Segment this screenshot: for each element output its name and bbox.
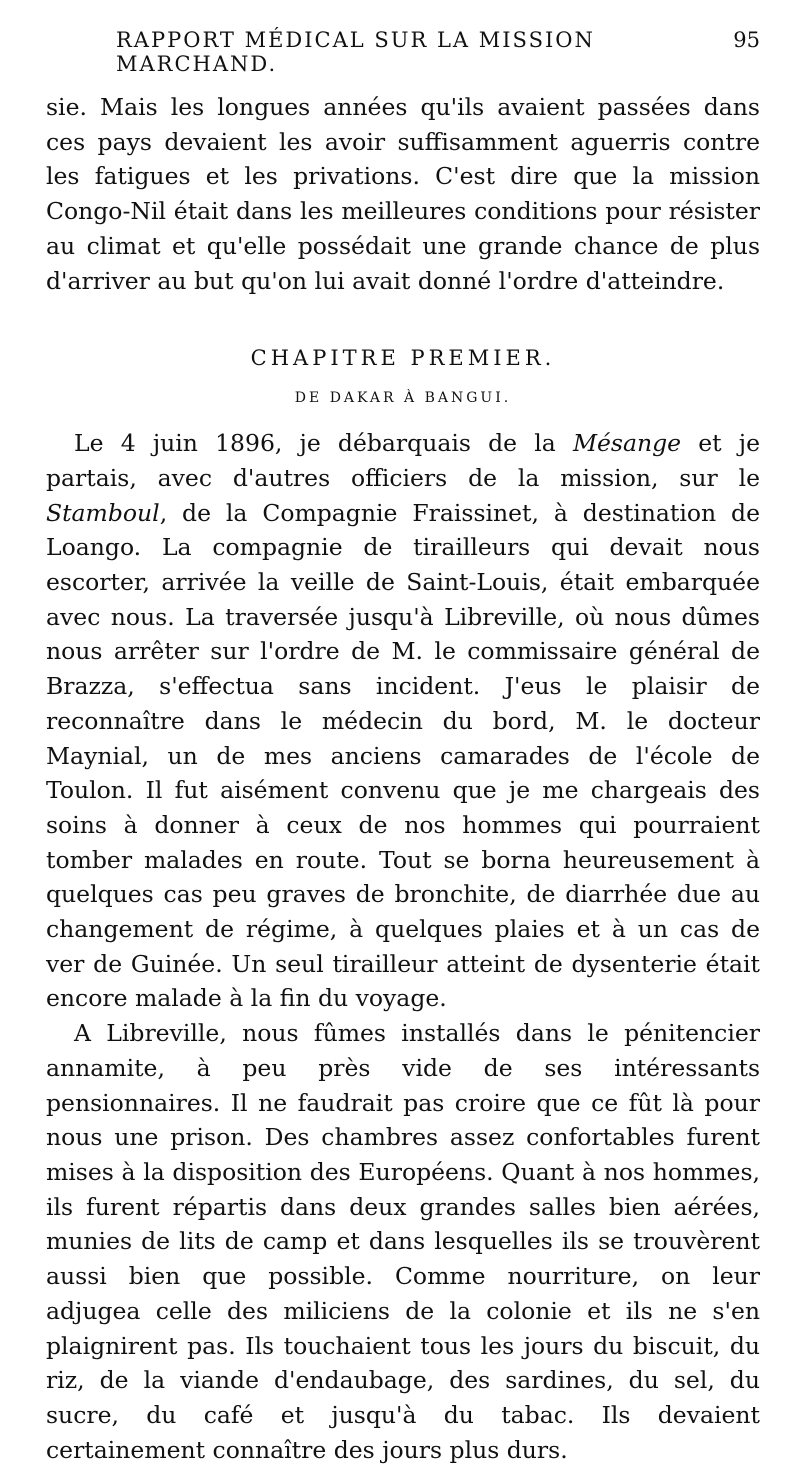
- page-number: 95: [733, 28, 760, 52]
- body-paragraph-2: A Libreville, nous fûmes installés dans le pénitencier annamite, à peu près vide de ses intéressants pensionnaires. Il ne faudrait pas croire que ce fût là pour nous une prison. Des chambres assez confortables furent mises à la disposition des Européens. Quant à nos hommes, ils furent répartis dans deux grandes salles bien aérées, munies de lits de camp et dans lesquelles ils se trouvèrent aussi bien que possible. Comme nourriture, on leur adjugea celle des miliciens de la colonie et ils ne s'en plaignirent pas. Ils touchaient tous les jours du biscuit, du riz, de la viande d'endaubage, des sardines, du sel, du sucre, du café et jusqu'à du tabac. Ils devaient certainement connaître des jours plus durs.: [46, 1019, 760, 1464]
- ship-name-stamboul: Stamboul: [46, 498, 160, 527]
- running-title: RAPPORT MÉDICAL SUR LA MISSION MARCHAND.: [116, 28, 595, 76]
- continuation-paragraph: sie. Mais les longues années qu'ils avaient passées dans ces pays devaient les avoir suffisamment aguerris contre les fatigues et les privations. C'est dire que la mission Congo-Nil était dans les meilleures conditions pour résister au climat et qu'elle possédait une grande chance de plus d'arriver au but qu'on lui avait donné l'ordre d'atteindre.: [46, 93, 760, 295]
- body-paragraph-1: [46, 426, 760, 1016]
- chapter-subtitle: DE DAKAR À BANGUI.: [294, 390, 512, 407]
- para1-text-a: Le 4 juin 1896, je débarquais de la: [74, 429, 573, 458]
- running-head: [46, 28, 760, 76]
- para1-text-b: et je partais, avec d'autres officiers de la mission, sur le: [46, 429, 761, 492]
- chapter-title: CHAPITRE PREMIER.: [250, 346, 556, 371]
- ship-name-mesange: Mésange: [572, 429, 682, 458]
- para1-text-c: , de la Compagnie Fraissinet, à destination de Loango. La compagnie de tirailleurs qui devait nous escorter, arrivée la veille de Saint-Louis, était embarquée avec nous. La traversée jusqu'à Libreville, où nous dûmes nous arrêter sur l'ordre de M. le commissaire général de Brazza, s'effectua sans incident. J'eus le plaisir de reconnaître dans le médecin du bord, M. le docteur Maynial, un de mes anciens camarades de l'école de Toulon. Il fut aisément convenu que je me chargeais des soins à donner à ceux de nos hommes qui pourraient tomber malades en route. Tout se borna heureusement à quelques cas peu graves de bronchite, de diarrhée due au changement de régime, à quelques plaies et à un cas de ver de Guinée. Un seul tirailleur atteint de dysenterie était encore malade à la fin du voyage.: [46, 498, 760, 1013]
